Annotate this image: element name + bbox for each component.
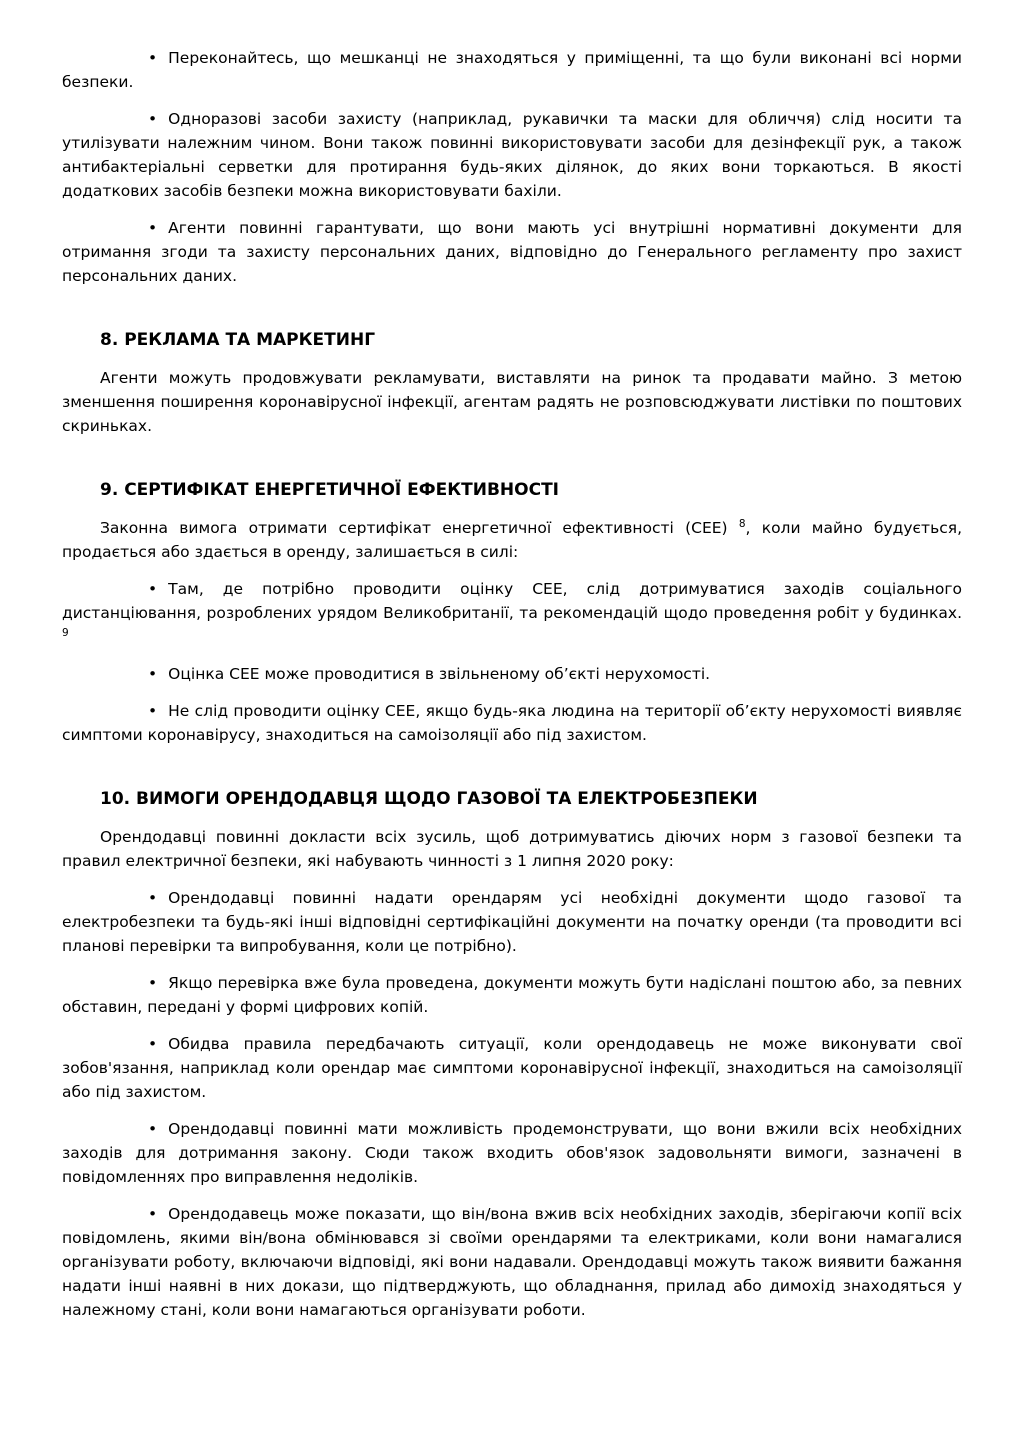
section-8-paragraph: Агенти можуть продовжувати рекламувати, виставляти на ринок та продавати майно. З метою зменшення поширення коронавірусної інфекції, агентам радять не розповсюджувати листівки по поштових скриньках. — [62, 369, 962, 435]
bullet-text: Орендодавці повинні надати орендарям усі необхідні документи щодо газової та електробезпеки та будь-які інші відповідні сертифікаційні документи на початку оренди (та проводити всі планові перевірки та випробування, коли це потрібно). — [62, 889, 962, 955]
bullet-item — [62, 216, 962, 288]
footnote-ref-9: 9 — [62, 626, 69, 639]
bullet-text: Обидва правила передбачають ситуації, коли орендодавець не може виконувати свої зобов'язання, наприклад коли орендар має симптоми коронавірусної інфекції, знаходиться на самоізоляції або під захистом. — [62, 1035, 962, 1101]
bullet-text: Переконайтесь, що мешканці не знаходяться у приміщенні, та що були виконані всі норми безпеки. — [62, 49, 962, 91]
bullet-text: Якщо перевірка вже була проведена, документи можуть бути надіслані поштою або, за певних обставин, передані у формі цифрових копій. — [62, 974, 962, 1016]
section-8-heading: 8. РЕКЛАМА ТА МАРКЕТИНГ — [100, 330, 376, 350]
bullet-item — [62, 699, 962, 747]
bullet-marker: • — [148, 49, 158, 67]
section-10-paragraph: Орендодавці повинні докласти всіх зусиль, щоб дотримуватись діючих норм з газової безпеки та правил електричної безпеки, які набувають чинності з 1 липня 2020 року: — [62, 828, 962, 870]
section-9-heading: 9. СЕРТИФІКАТ ЕНЕРГЕТИЧНОЇ ЕФЕКТИВНОСТІ — [100, 480, 560, 500]
bullet-text: Орендодавці повинні мати можливість продемонструвати, що вони вжили всіх необхідних заходів для дотримання закону. Сюди також входить обов'язок задовольняти вимоги, зазначені в повідомленнях про виправлення недоліків. — [62, 1120, 962, 1186]
bullet-marker: • — [148, 219, 158, 237]
bullet-marker: • — [148, 1120, 158, 1138]
bullet-marker: • — [148, 974, 158, 992]
bullet-marker: • — [148, 702, 158, 720]
bullet-item — [62, 1032, 962, 1104]
footnote-ref-8: 8 — [738, 517, 746, 530]
paragraph-text: , коли майно будується, продається або здається в оренду, залишається в силі: — [62, 519, 962, 561]
bullet-item — [62, 577, 962, 649]
bullet-marker: • — [148, 1205, 158, 1223]
bullet-item — [62, 46, 962, 94]
bullet-item — [62, 107, 962, 203]
bullet-item — [62, 1202, 962, 1322]
bullet-text: Там, де потрібно проводити оцінку СЕЕ, слід дотримуватися заходів соціального дистанціювання, розроблених урядом Великобританії, та рекомендацій щодо проведення робіт у будинках. — [62, 580, 962, 622]
bullet-marker: • — [148, 580, 158, 598]
paragraph-text: Законна вимога отримати сертифікат енергетичної ефективності (СЕЕ) — [100, 519, 739, 537]
section-10-heading: 10. ВИМОГИ ОРЕНДОДАВЦЯ ЩОДО ГАЗОВОЇ ТА ЕЛЕКТРОБЕЗПЕКИ — [100, 789, 758, 809]
bullet-item — [62, 1117, 962, 1189]
bullet-text: Не слід проводити оцінку СЕЕ, якщо будь-яка людина на території об’єкту нерухомості виявляє симптоми коронавірусу, знаходиться на самоізоляції або під захистом. — [62, 702, 962, 744]
bullet-item — [62, 662, 962, 686]
bullet-text: Одноразові засоби захисту (наприклад, рукавички та маски для обличчя) слід носити та утилізувати належним чином. Вони також повинні використовувати засоби для дезінфекції рук, а також антибактеріальні серветки для протирання будь-яких ділянок, до яких вони торкаються. В якості додаткових засобів безпеки можна використовувати бахіли. — [62, 110, 962, 200]
bullet-text: Орендодавець може показати, що він/вона вжив всіх необхідних заходів, зберігаючи копії всіх повідомлень, якими він/вона обмінювався зі своїми орендарями та електриками, коли вони намагалися організувати роботу, включаючи відповіді, які вони надавали. Орендодавці можуть також виявити бажання надати інші наявні в них докази, що підтверджують, що обладнання, прилад або димохід знаходяться у належному стані, коли вони намагаються організувати роботи. — [62, 1205, 962, 1319]
bullet-marker: • — [148, 110, 158, 128]
bullet-marker: • — [148, 889, 158, 907]
bullet-text: Оцінка СЕЕ може проводитися в звільненому об’єкті нерухомості. — [168, 665, 711, 683]
bullet-item — [62, 886, 962, 958]
bullet-item — [62, 971, 962, 1019]
bullet-marker: • — [148, 1035, 158, 1053]
bullet-marker: • — [148, 665, 158, 683]
section-9-paragraph — [62, 516, 962, 564]
bullet-text: Агенти повинні гарантувати, що вони мають усі внутрішні нормативні документи для отримання згоди та захисту персональних даних, відповідно до Генерального регламенту про захист персональних даних. — [62, 219, 962, 285]
